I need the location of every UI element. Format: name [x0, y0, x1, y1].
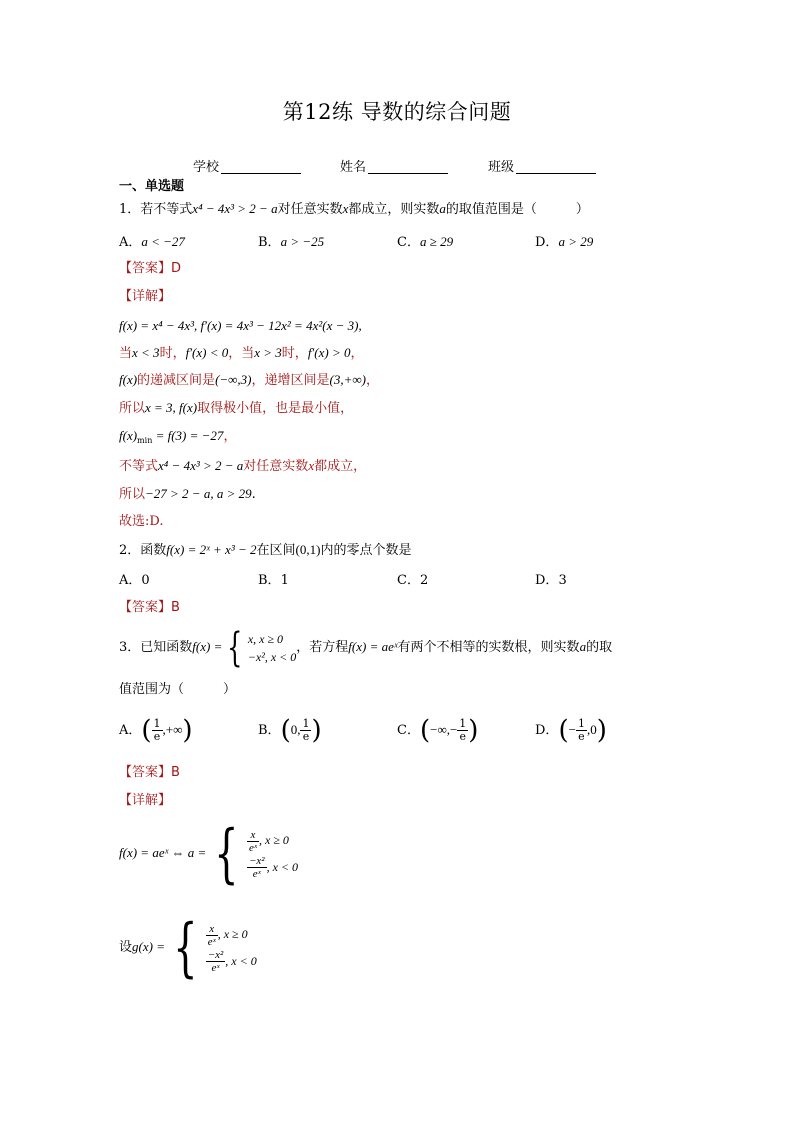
math: x = 3, f(x)	[145, 400, 198, 415]
denominator: e	[459, 730, 467, 743]
q1-detail-line-1: f(x) = x⁴ − 4x³, f′(x) = 4x³ − 12x² = 4x²(x − 3),	[119, 318, 362, 333]
denominator: eˣ	[252, 868, 261, 881]
math: x > 3	[254, 345, 282, 360]
fraction	[300, 718, 311, 743]
condition: , x ≥ 0	[217, 926, 248, 941]
option-head: 0,	[290, 722, 301, 737]
text: 不等式	[119, 459, 159, 474]
answer-value: B	[171, 765, 180, 780]
option-expr: a ≥ 29	[419, 234, 454, 249]
q2-text-b: 在区间	[256, 543, 296, 558]
fraction	[576, 718, 587, 743]
left-brace: {	[173, 910, 198, 985]
name-blank[interactable]	[368, 159, 448, 174]
q2-answer	[119, 599, 180, 617]
case-row-2	[206, 948, 257, 975]
q1-text-b: 对任意实数	[277, 202, 343, 217]
option-expr: a > −25	[280, 234, 325, 249]
q3-case-2: −x², x < 0	[247, 649, 297, 664]
left-paren: (	[141, 715, 152, 746]
q3-text-b: ，若方程	[296, 640, 349, 655]
class-label: 班级	[488, 160, 515, 175]
case-row-1	[206, 921, 257, 948]
denominator: eˣ	[207, 935, 216, 948]
text: 的递减区间是	[137, 373, 216, 388]
math: g(x) =	[132, 939, 165, 954]
section-title: 一、单选题	[119, 179, 185, 194]
fraction	[247, 829, 259, 854]
fraction	[457, 718, 468, 743]
q3-stem	[119, 624, 613, 671]
text: 取得极小值，也是最小值，	[197, 401, 354, 416]
case-row-2	[247, 854, 298, 881]
option-label: D．	[535, 573, 559, 588]
option-label: C．	[397, 723, 420, 738]
q2-option-b[interactable]	[258, 572, 289, 590]
answer-value: D	[171, 261, 182, 276]
q1-inequality: x⁴ − 4x³ > 2 − a	[192, 201, 278, 216]
option-expr: a > 29	[558, 234, 594, 249]
q1-text-d: 的取值范围是（ ）	[445, 202, 589, 217]
text: 当	[119, 346, 133, 361]
fraction	[206, 949, 226, 974]
q1-detail-line-5	[119, 427, 236, 446]
q1-text-a: 若不等式	[140, 202, 193, 217]
q1-stem	[119, 200, 589, 219]
detail-cases	[247, 827, 298, 881]
math: f′(x) > 0	[307, 345, 351, 360]
condition: , x < 0	[225, 953, 257, 968]
q3-fx: f(x) =	[192, 639, 223, 654]
denominator: e	[578, 730, 585, 743]
fraction	[152, 718, 163, 743]
text: ，	[350, 346, 364, 361]
q1-option-c[interactable]	[397, 233, 453, 252]
answer-tag: 【答案】	[119, 600, 172, 615]
q1-number: 1．	[119, 202, 141, 217]
case-row-1	[247, 827, 298, 854]
numerator: −x²	[249, 855, 265, 868]
q1-detail-tag: 【详解】	[119, 289, 172, 304]
text: 都成立，	[314, 459, 367, 474]
q3-option-c[interactable]	[397, 715, 479, 746]
option-label: C．	[397, 235, 420, 250]
text: 所以	[119, 401, 146, 416]
text: 时，	[281, 346, 308, 361]
math: x < 3	[132, 345, 160, 360]
q3-option-d[interactable]	[535, 715, 607, 746]
denominator: e	[153, 730, 161, 743]
option-label: A．	[119, 235, 142, 250]
left-paren: (	[558, 715, 569, 746]
q1-var-x: x	[342, 201, 349, 216]
q2-stem	[119, 541, 411, 560]
condition: , x ≥ 0	[259, 832, 289, 847]
q1-answer	[119, 260, 181, 278]
option-expr: 1	[280, 573, 289, 588]
q1-detail-line-2	[119, 344, 363, 363]
right-paren: )	[182, 715, 193, 746]
text: ，	[365, 373, 379, 388]
q2-option-c[interactable]	[397, 572, 428, 590]
option-head: −∞,−	[430, 722, 458, 737]
q1-var-a: a	[439, 201, 446, 216]
numerator: x	[206, 923, 218, 936]
name-label: 姓名	[340, 160, 367, 175]
option-expr: 2	[419, 573, 429, 588]
numerator: 1	[153, 717, 161, 730]
math: (−∞,3)	[215, 372, 252, 387]
option-expr: 3	[558, 573, 567, 588]
q3-answer	[119, 764, 180, 782]
q3-detail-line-2	[119, 910, 257, 985]
answer-value: B	[171, 600, 180, 615]
class-field	[488, 156, 596, 175]
name-field	[340, 156, 448, 175]
option-expr: 0	[141, 573, 150, 588]
school-label: 学校	[193, 160, 220, 175]
q3-stem-cont: 值范围为（ ）	[119, 682, 237, 697]
page-title: 第12练 导数的综合问题	[282, 100, 512, 124]
math: x	[308, 458, 315, 473]
right-paren: )	[596, 715, 607, 746]
q2-option-d[interactable]	[535, 572, 567, 590]
q1-text-c: 都成立，则实数	[348, 202, 440, 217]
denominator: eˣ	[249, 841, 257, 854]
math: f(x)	[119, 372, 138, 387]
option-tail: ,+∞	[162, 722, 183, 737]
q3-detail-tag: 【详解】	[119, 793, 172, 808]
text: ，递增区间是	[251, 373, 330, 388]
option-label: D．	[535, 723, 559, 738]
q2-text-a: 函数	[140, 543, 167, 558]
school-blank[interactable]	[221, 159, 301, 174]
q3-cases	[248, 630, 296, 666]
q2-text-c: 内的零点个数是	[320, 543, 412, 558]
option-label: A．	[119, 723, 142, 738]
q3-number: 3．	[119, 640, 141, 655]
option-expr: a < −27	[141, 234, 185, 249]
numerator: 1	[459, 717, 467, 730]
detail-cases	[206, 921, 257, 975]
text: 设	[119, 940, 133, 955]
text: 时，	[159, 346, 186, 361]
option-label: B．	[258, 235, 281, 250]
q3-text-a: 已知函数	[140, 640, 193, 655]
q1-detail-line-7	[119, 485, 256, 504]
q2-expr: f(x) = 2ˣ + x³ − 2	[166, 542, 257, 557]
option-label: B．	[258, 573, 281, 588]
text: ，	[223, 429, 237, 444]
math: (3,+∞)	[329, 372, 366, 387]
numerator: 1	[302, 717, 310, 730]
math: −27 > 2 − a, a > 29	[145, 486, 252, 501]
text: 所以	[119, 487, 146, 502]
subscript: min	[137, 436, 153, 445]
numerator: 1	[577, 717, 585, 730]
q2-interval: (0,1)	[295, 542, 321, 557]
q3-detail-line-1	[119, 816, 299, 891]
left-paren: (	[280, 715, 291, 746]
left-brace: {	[227, 624, 243, 671]
q1-detail-line-3	[119, 371, 379, 390]
fraction	[206, 923, 218, 948]
q3-option-b[interactable]	[258, 715, 322, 746]
class-blank[interactable]	[516, 159, 596, 174]
option-tail: ,0	[586, 722, 597, 737]
q2-number: 2．	[119, 543, 141, 558]
q3-text-c: 有两个不相等的实数根，则实数	[397, 640, 580, 655]
q1-option-b[interactable]	[258, 233, 324, 252]
left-brace: {	[214, 816, 239, 891]
math: = f(3) = −27	[152, 428, 224, 443]
school-field	[193, 156, 301, 175]
left-paren: (	[419, 715, 431, 746]
q3-text-d: 的取	[586, 640, 613, 655]
q1-detail-line-6	[119, 457, 366, 476]
option-label: B．	[258, 723, 281, 738]
denominator: e	[302, 730, 310, 743]
q2-option-a[interactable]	[119, 572, 150, 590]
q1-option-d[interactable]	[535, 233, 593, 252]
denominator: eˣ	[211, 962, 220, 975]
math: f(x) = aeˣ ⇔ a =	[119, 845, 207, 860]
text: .	[251, 487, 256, 502]
condition: , x < 0	[266, 859, 299, 874]
option-label: A．	[119, 573, 142, 588]
q1-option-a[interactable]	[119, 233, 185, 252]
numerator: x	[247, 829, 259, 842]
q3-case-1: x, x ≥ 0	[247, 631, 284, 646]
option-head: −	[568, 722, 576, 737]
option-label: C．	[397, 573, 420, 588]
answer-tag: 【答案】	[119, 765, 172, 780]
q3-option-a[interactable]	[119, 715, 193, 746]
math: f′(x) < 0	[185, 345, 229, 360]
text: 对任意实数	[243, 459, 309, 474]
fraction	[247, 855, 267, 880]
numerator: −x²	[207, 949, 224, 962]
q3-var-a: a	[579, 639, 587, 654]
q1-detail-line-4	[119, 399, 353, 418]
answer-tag: 【答案】	[119, 261, 172, 276]
math: f(x)	[119, 428, 138, 443]
option-label: D．	[535, 235, 559, 250]
right-paren: )	[468, 715, 479, 746]
q1-detail-line-8: 故选:D.	[119, 514, 164, 529]
q3-equation: f(x) = aeˣ	[348, 639, 398, 654]
math: x⁴ − 4x³ > 2 − a	[158, 458, 244, 473]
text: ，当	[228, 346, 255, 361]
right-paren: )	[311, 715, 322, 746]
